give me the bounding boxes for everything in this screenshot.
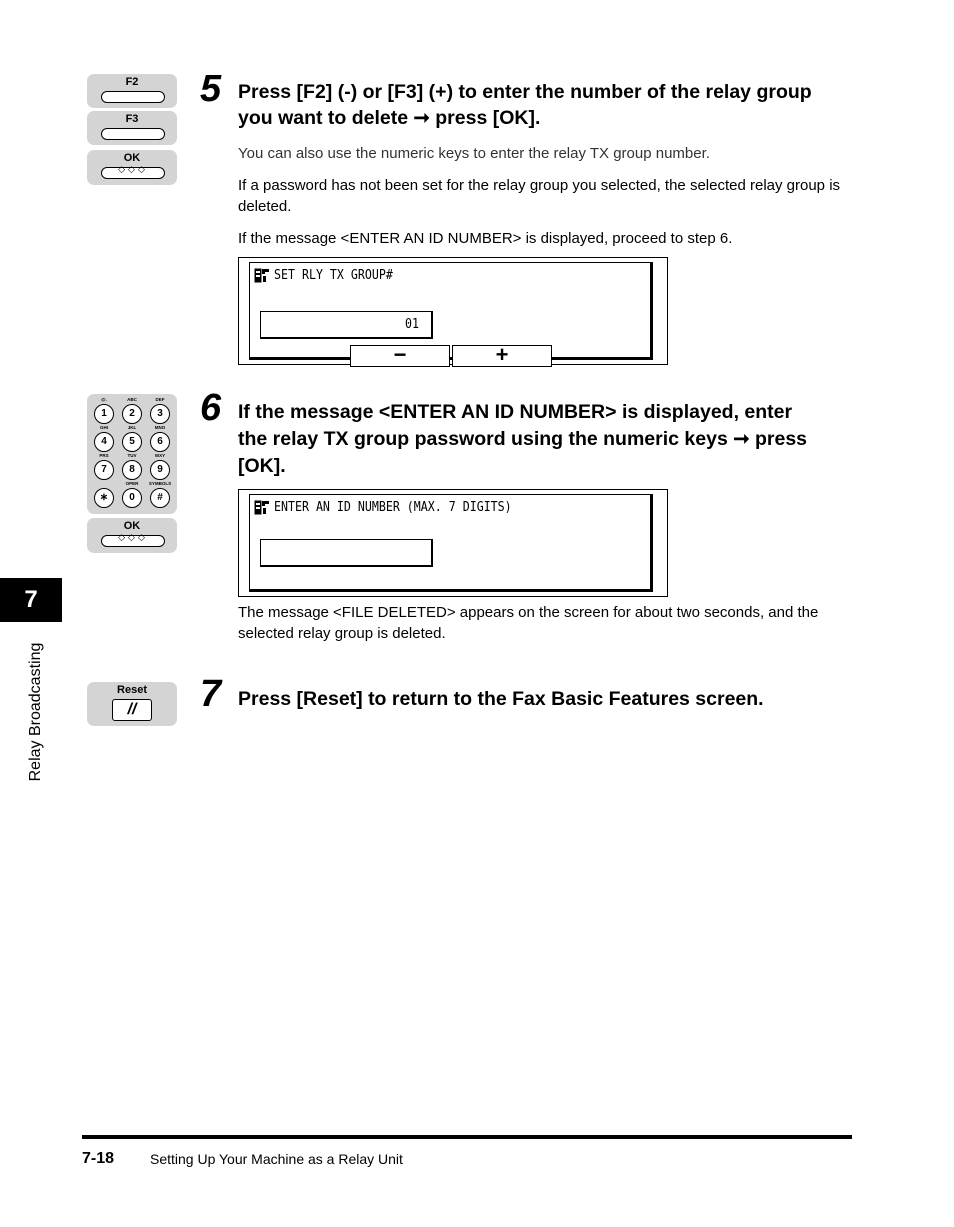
step-heading: Press [F2] (-) or [F3] (+) to enter the number of the relay group you want to delete ➞ press [OK].: [238, 81, 812, 129]
lcd-display: [249, 494, 653, 592]
step-heading: Press [Reset] to return to the Fax Basic Features screen.: [238, 688, 764, 710]
ok-key[interactable]: [87, 518, 177, 553]
key-button-icon: [101, 91, 165, 103]
f2-key-label: F2: [125, 76, 139, 88]
reset-key[interactable]: [87, 682, 177, 726]
keypad-key[interactable]: 0: [122, 488, 142, 508]
ok-key[interactable]: [87, 150, 177, 185]
group-number-value: 01: [405, 316, 419, 332]
keypad-key[interactable]: 8: [122, 460, 142, 480]
key-button-icon: [101, 128, 165, 140]
keypad-key[interactable]: #: [150, 488, 170, 508]
footer-title: Setting Up Your Machine as a Relay Unit: [150, 1151, 403, 1167]
keypad-key[interactable]: ∗: [94, 488, 114, 508]
numeric-keypad: [87, 394, 177, 514]
footer-divider: [82, 1135, 852, 1139]
step-number: 7: [200, 673, 222, 715]
keypad-key[interactable]: 9: [150, 460, 170, 480]
keypad-letters-label: JKL: [127, 425, 137, 430]
step-paragraph: If a password has not been set for the relay group you selected, the selected relay group is deleted.: [238, 177, 841, 215]
f2-key[interactable]: [87, 74, 177, 108]
step-paragraph: If the message <ENTER AN ID NUMBER> is displayed, proceed to step 6.: [238, 230, 733, 247]
keypad-key[interactable]: 2: [122, 404, 142, 424]
f3-key-label: F3: [125, 113, 139, 125]
ok-button-icon: ◇◇◇: [101, 535, 165, 547]
reset-key-label: Reset: [117, 684, 147, 696]
keypad-letters-label: OPER: [125, 481, 139, 486]
keypad-letters-label: @.: [101, 397, 107, 402]
keypad-key[interactable]: 1: [94, 404, 114, 424]
step-heading: If the message <ENTER AN ID NUMBER> is displayed, enter the relay TX group password using the numeric keys ➞ press [OK].: [238, 401, 808, 477]
plus-button[interactable]: +: [452, 345, 552, 367]
keypad-letters-label: PRS: [99, 453, 109, 458]
reset-icon: //: [112, 699, 152, 721]
keypad-key[interactable]: 3: [150, 404, 170, 424]
keypad-letters-label: TUV: [127, 453, 137, 458]
keypad-key[interactable]: 4: [94, 432, 114, 452]
keypad-letters-label: DEF: [155, 397, 165, 402]
page-number: 7-18: [82, 1150, 115, 1167]
f3-key[interactable]: [87, 111, 177, 145]
chapter-tab: 7: [0, 578, 62, 622]
keypad-letters-label: SYMBOLS: [148, 481, 172, 486]
keypad-key[interactable]: 7: [94, 460, 114, 480]
ok-button-icon: ◇◇◇: [101, 167, 165, 179]
chapter-side-title: Relay Broadcasting: [27, 642, 44, 782]
fax-mode-icon: [254, 268, 270, 283]
lcd-title: ENTER AN ID NUMBER (MAX. 7 DIGITS): [274, 499, 512, 515]
lcd-screen-enter-id: [238, 489, 668, 597]
minus-button[interactable]: −: [350, 345, 450, 367]
keypad-letters-label: ABC: [127, 397, 137, 402]
group-number-field[interactable]: [260, 311, 433, 339]
id-number-field[interactable]: [260, 539, 433, 567]
step-note: You can also use the numeric keys to enter the relay TX group number.: [238, 145, 710, 162]
lcd-screen-set-group: [238, 257, 668, 365]
keypad-letters-label: GHI: [99, 425, 108, 430]
step-paragraph: The message <FILE DELETED> appears on the screen for about two seconds, and the selected relay group is deleted.: [238, 604, 819, 642]
keypad-letters-label: WXY: [154, 453, 166, 458]
step-number: 6: [200, 387, 222, 429]
keypad-key[interactable]: 5: [122, 432, 142, 452]
keypad-letters-label: MNO: [154, 425, 166, 430]
ok-key-label: OK: [123, 152, 141, 164]
ok-key-label: OK: [123, 520, 141, 532]
step-number: 5: [200, 68, 222, 110]
lcd-title: SET RLY TX GROUP#: [274, 267, 393, 283]
lcd-display: [249, 262, 653, 367]
keypad-key[interactable]: 6: [150, 432, 170, 452]
fax-mode-icon: [254, 500, 270, 515]
